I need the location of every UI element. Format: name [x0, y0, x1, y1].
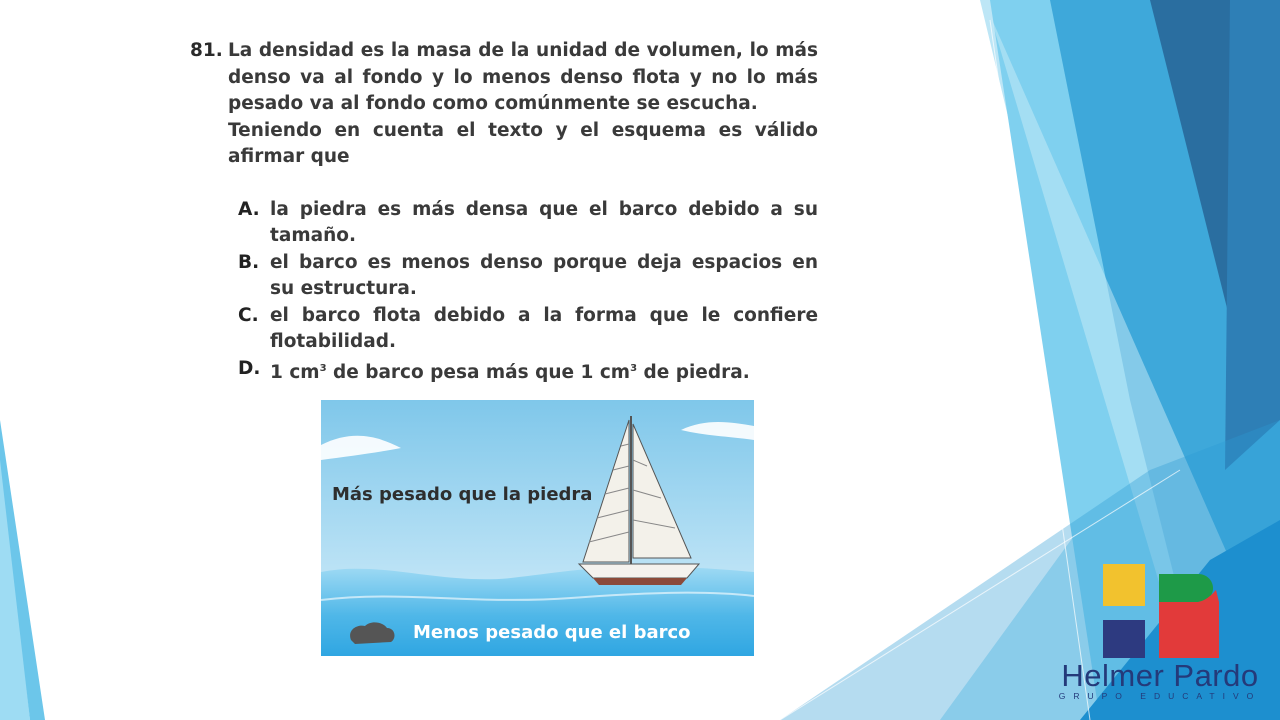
option-text: el barco es menos denso porque deja espacios en su estructura. — [270, 251, 818, 299]
illustration-graphic — [321, 400, 754, 656]
brand-logo — [1058, 562, 1264, 712]
option-d-part-3: de piedra. — [637, 361, 750, 383]
option-letter: A. — [238, 198, 260, 220]
option-text — [270, 356, 818, 387]
option-letter: D. — [238, 357, 261, 379]
option-letter: B. — [238, 251, 260, 273]
question-stem — [228, 38, 818, 171]
option-d-part-1: 1 cm — [270, 361, 320, 383]
answer-options — [190, 197, 818, 387]
option-b[interactable] — [238, 250, 818, 303]
superscript-3: 3 — [630, 362, 638, 374]
option-a[interactable] — [238, 197, 818, 250]
logo-mark-icon — [1058, 562, 1264, 662]
option-letter: C. — [238, 304, 259, 326]
label-lighter-than-boat: Menos pesado que el barco — [413, 622, 691, 643]
option-d-part-2: de barco pesa más que 1 cm — [326, 361, 631, 383]
option-text: el barco flota debido a la forma que le confiere flotabilidad. — [270, 304, 818, 352]
stem-paragraph-1: La densidad es la masa de la unidad de volumen, lo más denso va al fondo y lo menos denso flota y no lo más pesado va al fondo como comúnmente se escucha. — [228, 40, 818, 114]
stem-paragraph-2: Teniendo en cuenta el texto y el esquema es válido afirmar que — [228, 119, 818, 167]
question-block — [190, 38, 818, 386]
density-illustration — [321, 400, 754, 656]
label-heavier-than-stone: Más pesado que la piedra — [332, 484, 593, 505]
logo-subtitle: GRUPO EDUCATIVO — [1058, 691, 1262, 701]
superscript-3: 3 — [319, 362, 327, 374]
question-number: 81. — [190, 40, 223, 61]
logo-name: Helmer Pardo — [1061, 658, 1259, 693]
option-d[interactable] — [238, 356, 818, 387]
option-c[interactable] — [238, 303, 818, 356]
option-text: la piedra es más densa que el barco debido a su tamaño. — [270, 198, 818, 246]
